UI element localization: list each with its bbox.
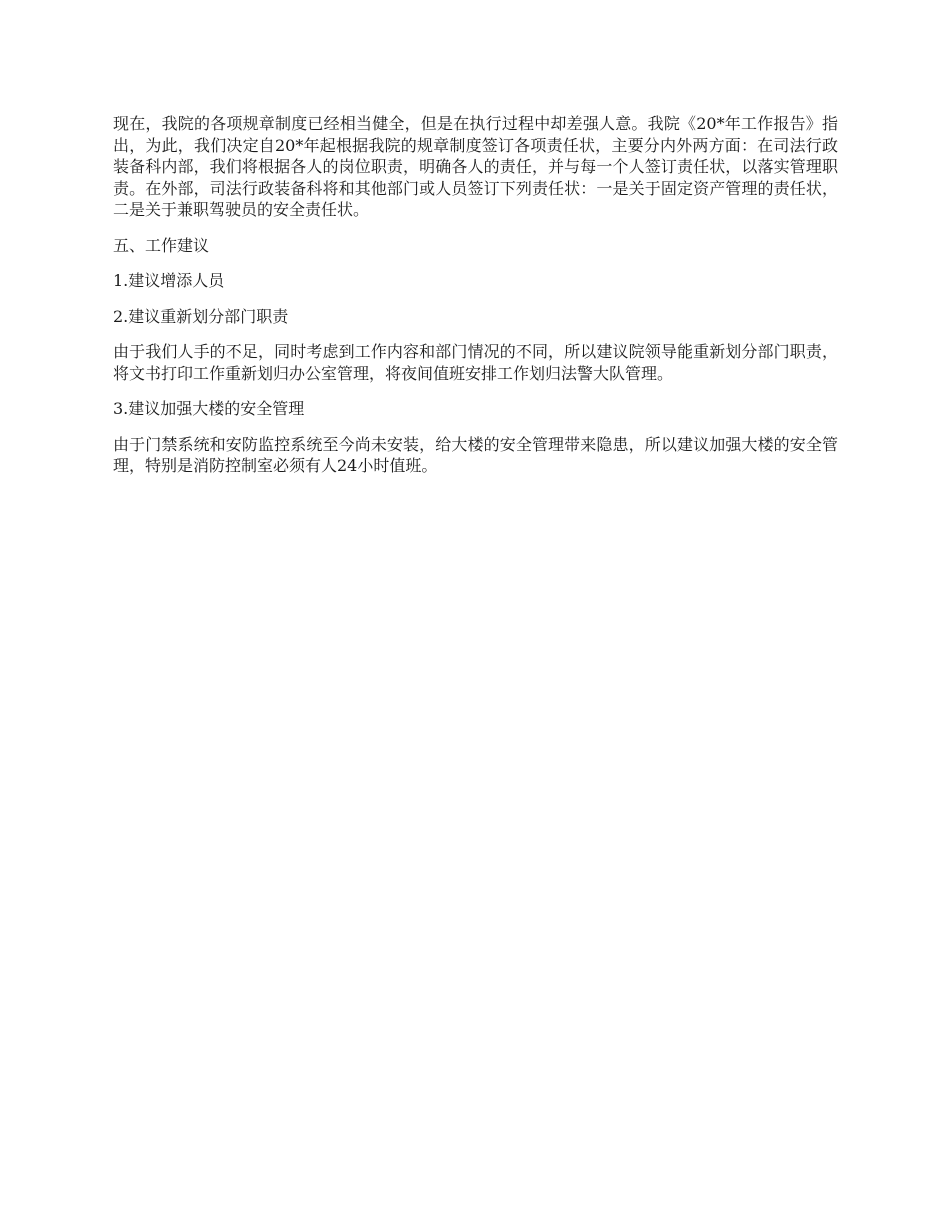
suggestion-heading-1: 1.建议增添人员 [113, 271, 225, 290]
section-heading-work-suggestions: 五、工作建议 [113, 235, 210, 255]
suggestion-heading-3: 3.建议加强大楼的安全管理 [113, 399, 305, 418]
document-body [113, 113, 838, 491]
paragraph-suggestion-3: 由于门禁系统和安防监控系统至今尚未安装，给大楼的安全管理带来隐患，所以建议加强大楼的安全管理，特别是消防控制室必须有人24小时值班。 [113, 434, 838, 475]
paragraph-suggestion-2: 由于我们人手的不足，同时考虑到工作内容和部门情况的不同，所以建议院领导能重新划分部门职责，将文书打印工作重新划归办公室管理，将夜间值班安排工作划归法警大队管理。 [113, 342, 838, 383]
paragraph-responsibility: 现在，我院的各项规章制度已经相当健全，但是在执行过程中却差强人意。我院《20*年工作报告》指出，为此，我们决定自20*年起根据我院的规章制度签订各项责任状，主要分内外两方面：在司法行政装备科内部，我们将根据各人的岗位职责，明确各人的责任，并与每一个人签订责任状，以落实管理职责。在外部，司法行政装备科将和其他部门或人员签订下列责任状：一是关于固定资产管理的责任状，二是关于兼职驾驶员的安全责任状。 [113, 114, 838, 219]
suggestion-heading-2: 2.建议重新划分部门职责 [113, 306, 289, 326]
